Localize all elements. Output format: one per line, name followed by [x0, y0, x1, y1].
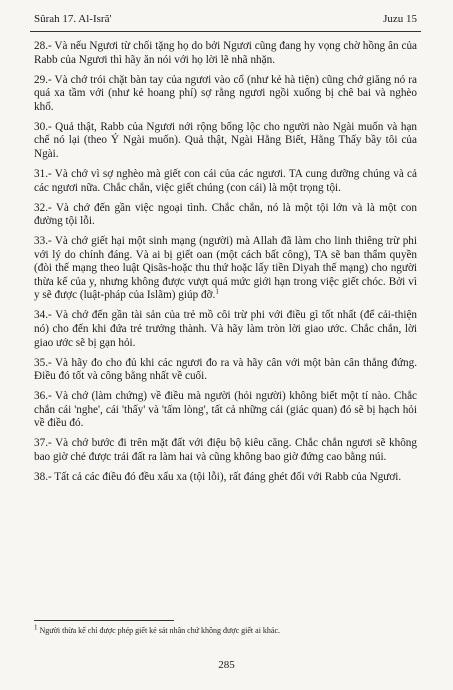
- verse-31: 31.- Và chớ vì sợ nghèo mà giết con cái của các ngươi. TA cung dưỡng chúng và cả các ngươi nữa. Chắc chắn, việc giết chúng (con cái) là một trọng tội.: [34, 167, 417, 194]
- verse-38: 38.- Tất cả các điều đó đều xấu xa (tội lỗi), rất đáng ghét đối với Rabb của Ngươi.: [34, 470, 402, 483]
- footnote-reference[interactable]: 1: [215, 287, 219, 296]
- verse-36: 36.- Và chớ (làm chứng) về điều mà người (hỏi người) không biết một tí nào. Chắc chắn cái 'nghe', cái 'thấy' và 'tấm lòng', tất cả những cái (giác quan) đó sẽ bị hạch hỏi về điều đó.: [34, 390, 417, 430]
- verse-37: 37.- Và chớ bước đi trên mặt đất với điệu bộ kiêu căng. Chắc chắn ngươi sẽ không bao giờ chẻ được trái đất ra làm hai và cũng không bao giờ đứng cao bằng núi.: [34, 437, 417, 463]
- juz-label: Juzu 15: [383, 13, 417, 25]
- footnote-marker: 1: [34, 623, 38, 632]
- footnote: [34, 623, 417, 636]
- footnote-rule: [34, 620, 174, 621]
- page-number: 285: [218, 659, 235, 671]
- verse-33: [34, 235, 417, 303]
- verse-33-text: 33.- Và chớ giết hại một sinh mạng (người) mà Allah đã làm cho linh thiêng trừ phi với lý do chính đáng. Và ai bị giết oan (một cách bất công), TA sẽ ban thẩm quyền (đòi thế mạng theo luật Qisãs-hoặc thu thứ hoặc lấy tiền Diyah thế mạng) cho người thừa kế của y, nhưng không được vượt quá mức giới hạn trong việc giết chóc. Bởi vì y sẽ được (luật-pháp của Islãm) giúp đỡ.: [34, 235, 417, 302]
- verse-34: 34.- Và chớ đến gần tài sản của trẻ mồ côi trừ phi với điều gì tốt nhất (để cải-thiện nó) cho đến khi đứa trẻ trưởng thành. Và hãy làm tròn lời giao ước. Chắc chắn, lời giao ước sẽ bị gạn hỏi.: [34, 309, 417, 349]
- verse-list: [34, 40, 417, 491]
- footnote-text: Người thừa kế chỉ được phép giết kẻ sát nhân chứ không được giết ai khác.: [39, 626, 281, 635]
- verse-30: 30.- Quả thật, Rabb của Ngươi nới rộng bổng lộc cho người nào Ngài muốn và hạn chế nó lại (theo Ý Ngài muốn). Quả thật, Ngài Hằng Biết, Hằng Thấy bầy tôi của Ngài.: [34, 120, 417, 160]
- header-rule: [30, 31, 421, 32]
- verse-29: 29.- Và chớ trói chặt bàn tay của ngươi vào cổ (như kẻ hà tiện) cũng chớ giăng nó ra quá xa tầm với (như kẻ hoang phí) sợ rằng ngươi ngồi xuống bị chê bai và nghèo khổ.: [34, 73, 417, 113]
- verse-28: 28.- Và nếu Ngươi từ chối tặng họ do bởi Ngươi cũng đang hy vọng chờ hồng ân của Rabb của Ngươi thì hãy ăn nói với họ lời lẽ nhã nhặn.: [34, 40, 417, 66]
- verse-35: 35.- Và hãy đo cho đủ khi các ngươi đo ra và hãy cân với một bàn cân thẳng đứng. Điều đó tốt và công bằng nhất về cuối.: [34, 356, 417, 383]
- surah-title: Sûrah 17. Al-Isrã': [34, 13, 112, 25]
- verse-32: 32.- Và chớ đến gần việc ngoại tình. Chắc chắn, nó là một tội lớn và là một con đường tội lỗi.: [34, 201, 417, 228]
- running-header: [34, 13, 417, 25]
